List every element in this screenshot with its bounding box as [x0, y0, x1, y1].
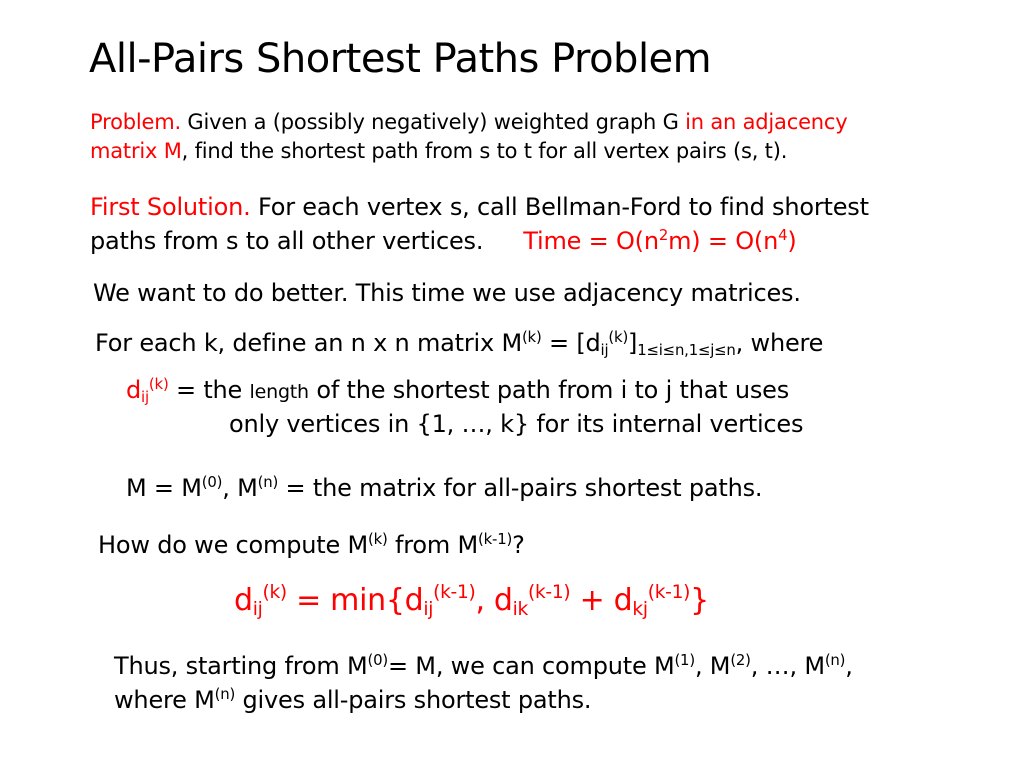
thus-sup-2: (2)	[730, 650, 751, 669]
m-def-text-c: = the matrix for all-pairs shortest paths.	[278, 474, 763, 502]
time-sup-b: 4	[778, 225, 788, 244]
formula-close: }	[690, 583, 709, 618]
want-better: We want to do better. This time we use adjacency matrices.	[93, 279, 801, 307]
formula-sup2: (k-1)	[433, 582, 476, 604]
for-each-text-b: = [d	[541, 329, 601, 357]
formula-sub4: kj	[632, 599, 648, 621]
problem-line-1	[90, 110, 847, 134]
first-solution-line-1	[90, 193, 869, 221]
formula-sup3: (k-1)	[528, 582, 571, 604]
time-a: Time = O(n	[523, 227, 659, 255]
time-c: )	[787, 227, 797, 255]
for-each-text-d: , where	[735, 329, 824, 357]
thus-text-d: , …, M	[750, 652, 825, 680]
m-def-text-a: M = M	[126, 474, 202, 502]
m-def-sup-0: (0)	[201, 472, 223, 491]
thus-line2-a: where M	[114, 686, 215, 714]
how-text-c: ?	[512, 531, 525, 559]
time-b: m) = O(n	[668, 227, 779, 255]
for-each-k-line	[95, 327, 824, 360]
thus-text-a: Thus, starting from M	[114, 652, 368, 680]
for-each-text-c: ]	[628, 329, 638, 357]
formula-comma: , d	[475, 583, 513, 618]
thus-sup-1: (1)	[674, 650, 695, 669]
time-sup-a: 2	[658, 225, 669, 244]
first-solution-text-2: paths from s to all other vertices.	[90, 227, 484, 255]
for-each-sup-k: (k)	[521, 327, 542, 346]
problem-highlight-2: matrix M	[90, 139, 182, 163]
thus-line2-b: gives all-pairs shortest paths.	[235, 686, 592, 714]
m-def-text-b: , M	[222, 474, 258, 502]
first-solution-text-1: For each vertex s, call Bellman-Ford to find shortest	[250, 193, 869, 221]
recurrence-formula	[234, 582, 709, 621]
thus-sup-0: (0)	[367, 650, 388, 669]
formula-sub1: ij	[252, 599, 263, 621]
formula-sub2: ij	[423, 599, 434, 621]
dij-text-a: = the	[168, 376, 250, 404]
formula-eq: = min{d	[286, 583, 424, 618]
problem-line-2	[90, 139, 787, 163]
problem-text-2: , find the shortest path from s to t for all vertex pairs (s, t).	[181, 139, 788, 163]
problem-text-1: Given a (possibly negatively) weighted graph G	[180, 110, 686, 134]
for-each-sub-range: 1≤i≤n,1≤j≤n	[637, 341, 736, 360]
thus-sup-n: (n)	[824, 650, 846, 669]
how-text-a: How do we compute M	[98, 531, 368, 559]
dij-symbol	[126, 374, 169, 407]
how-sup-k: (k)	[367, 529, 388, 548]
thus-line-1	[114, 652, 853, 680]
formula-plus: + d	[570, 583, 633, 618]
dij-definition-line-1	[126, 374, 790, 407]
dij-small-word: length	[249, 381, 309, 403]
dij-d: d	[126, 376, 142, 404]
problem-label: Problem.	[90, 110, 181, 134]
for-each-sub-ij: ij	[600, 341, 609, 360]
formula-sup4: (k-1)	[647, 582, 691, 604]
how-sup-km1: (k-1)	[478, 529, 513, 548]
first-solution-line-2	[90, 227, 797, 255]
dij-sub-ij: ij	[141, 388, 149, 407]
thus-line2-sup: (n)	[214, 684, 236, 703]
for-each-text-a: For each k, define an n x n matrix M	[95, 329, 522, 357]
problem-highlight-1: in an adjacency	[685, 110, 848, 134]
m-def-sup-n: (n)	[257, 472, 279, 491]
slide-title: All-Pairs Shortest Paths Problem	[89, 36, 712, 82]
formula-d1: d	[234, 583, 253, 618]
dij-sup-k: (k)	[148, 374, 169, 393]
dij-definition-line-2: only vertices in {1, …, k} for its internal vertices	[229, 410, 804, 438]
dij-text-b: of the shortest path from i to j that uses	[308, 376, 790, 404]
for-each-sup-k2: (k)	[608, 327, 629, 346]
how-text-b: from M	[387, 531, 479, 559]
thus-text-b: = M, we can compute M	[387, 652, 675, 680]
how-question	[98, 531, 525, 559]
formula-sub3: ik	[512, 599, 529, 621]
m-definition	[126, 474, 762, 502]
formula-sup1: (k)	[262, 582, 287, 604]
first-solution-label: First Solution.	[90, 193, 251, 221]
time-complexity	[523, 227, 796, 255]
thus-line-2	[114, 686, 591, 714]
thus-text-c: , M	[694, 652, 731, 680]
thus-text-e: ,	[845, 652, 853, 680]
